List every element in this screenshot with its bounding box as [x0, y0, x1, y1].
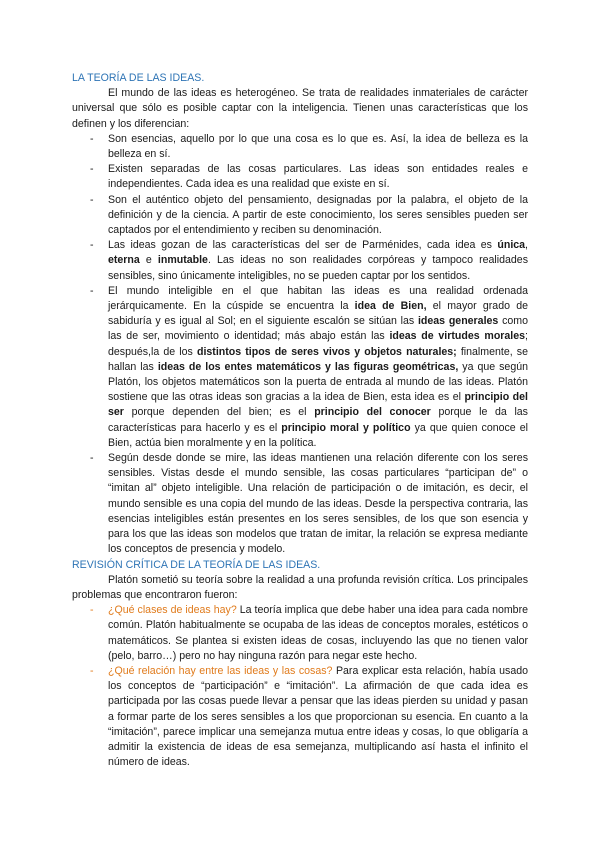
document-content [72, 71, 528, 770]
text-run: , [525, 239, 528, 252]
critique-intro-paragraph: Platón sometió su teoría sobre la realidad a una profunda revisión crítica. Los principales problemas que encontraron fueron: [72, 573, 528, 601]
section-heading-critique: REVISIÓN CRÍTICA DE LA TEORÍA DE LAS IDEAS. [72, 558, 321, 571]
question-text: ¿Qué relación hay entre las ideas y las cosas? [108, 664, 333, 677]
bold-term: distintos tipos de seres vivos y objetos naturales; [196, 345, 457, 358]
problems-list [72, 603, 528, 770]
bold-term: principio moral y político [281, 421, 411, 434]
bold-term: ideas generales [417, 315, 499, 328]
section-heading-theory: LA TEORÍA DE LAS IDEAS. [72, 72, 205, 84]
text-run: finalmente, se hallan las [108, 345, 528, 373]
list-item [72, 664, 528, 770]
bullet-marker: - [90, 132, 94, 145]
text-run: el mayor grado de sabiduría y es igual al Sol; en el siguiente escalón se sitúan las [108, 300, 528, 328]
bullet-marker: - [90, 604, 94, 617]
list-item [72, 132, 528, 162]
bold-term: ideas de los entes matemáticos y las figuras geométricas, [157, 360, 459, 373]
text-run: . Las ideas no son realidades corpóreas y tampoco realidades sensibles, sino únicamente inteligibles, no se pueden captar por los sentidos. [108, 254, 528, 282]
text-run: porque le da las características para hacerlo y es el [108, 406, 528, 434]
text-run: Existen separadas de las cosas particulares. Las ideas son entidades reales e independientes. Cada idea es una realidad que existe en sí. [108, 163, 528, 191]
bold-term: principio del ser [108, 391, 528, 419]
bullet-marker: - [90, 193, 94, 206]
list-item [72, 284, 528, 451]
text-run: porque dependen del bien; es el [123, 406, 315, 419]
text-run: Las ideas gozan de las características del ser de Parménides, cada idea es [108, 239, 498, 252]
list-item [72, 238, 528, 284]
text-run: e [139, 254, 158, 267]
bold-term: ideas de virtudes morales [389, 330, 526, 343]
text-run: Son esencias, aquello por lo que una cosa es lo que es. Así, la idea de belleza es la belleza en sí. [108, 132, 528, 161]
text-run: ya que quien conoce el Bien, actúa bien moralmente y en la política. [108, 421, 528, 449]
text-run: ya que según Platón, los objetos matemáticos son la puerta de entrada al mundo de las ideas. Platón sostiene que las otras ideas son gracias a la idea de Bien, esta idea es el [108, 360, 528, 404]
text-run: El mundo inteligible en el que habitan las ideas es una realidad ordenada jerárquicamente. En la cúspide se encuentra la [108, 284, 528, 313]
text-run: como las de ser, movimiento o identidad; más abajo están las [108, 315, 528, 343]
bullet-marker: - [90, 664, 94, 677]
text-run: Según desde donde se mire, las ideas mantienen una relación diferente con los seres sensibles. Vistas desde el mundo sensible, las cosas particulares “participan de” o “imitan al” objeto inteligible. Una relación de participación o de imitación, es decir, el mundo sensible es una copia del mundo de las ideas. Desde la perspectiva contraria, las esencias inteligibles están presentes en los seres sensibles, de los que son esencia y para los que las ideas son modelos que tratan de imitar, la relación se expresa mediante los conceptos de presencia y modelo. [108, 452, 528, 556]
bold-term: principio del conocer [314, 406, 431, 419]
bullet-marker: - [90, 284, 94, 297]
bullet-marker: - [90, 163, 94, 176]
answer-text: Para explicar esta relación, había usado los conceptos de “participación” e “imitación”. La afirmación de que cada idea es participada por las cosas puede llevar a pensar que las ideas pierden su unidad y pasan a formar parte de los seres sensibles a los que proporcionan su esencia. En cuanto a la “imitación”, parece implicar una semejanza mutua entre ideas y cosas, lo que obligaría a admitir la existencia de ideas de esa semejanza, multiplicando así hasta el infinito el número de ideas. [108, 664, 529, 769]
list-item [72, 162, 528, 192]
bold-term: idea de Bien, [354, 300, 427, 313]
list-item [72, 451, 528, 557]
bold-term: eterna [108, 254, 140, 267]
intro-paragraph: El mundo de las ideas es heterogéneo. Se trata de realidades inmateriales de carácter universal que sólo es posible captar con la inteligencia. Tienen unas características que los definen y los diferencian: [72, 87, 528, 130]
text-run: Son el auténtico objeto del pensamiento, designadas por la palabra, el objeto de la definición y de la ciencia. A partir de este conocimiento, los seres sensibles pueden ser captados por el entendimiento y reciben su denominación. [108, 193, 528, 237]
bullet-marker: - [90, 239, 94, 252]
bold-term: inmutable [157, 254, 208, 267]
list-item [72, 193, 528, 239]
text-run: ; después,la de los [108, 330, 528, 358]
bold-term: única [497, 239, 526, 252]
bullet-marker: - [90, 452, 94, 465]
question-text: ¿Qué clases de ideas hay? [108, 604, 237, 617]
answer-text: La teoría implica que debe haber una idea para cada nombre común. Platón habitualmente se ocupaba de las ideas de conceptos morales, estéticos o matemáticos. Se plantea si existen ideas de cosas, incluyendo las que no tienen valor (pelo, barro…) pero no hay ninguna razón para negar este hecho. [108, 604, 528, 662]
characteristics-list [72, 132, 528, 558]
list-item [72, 603, 528, 664]
